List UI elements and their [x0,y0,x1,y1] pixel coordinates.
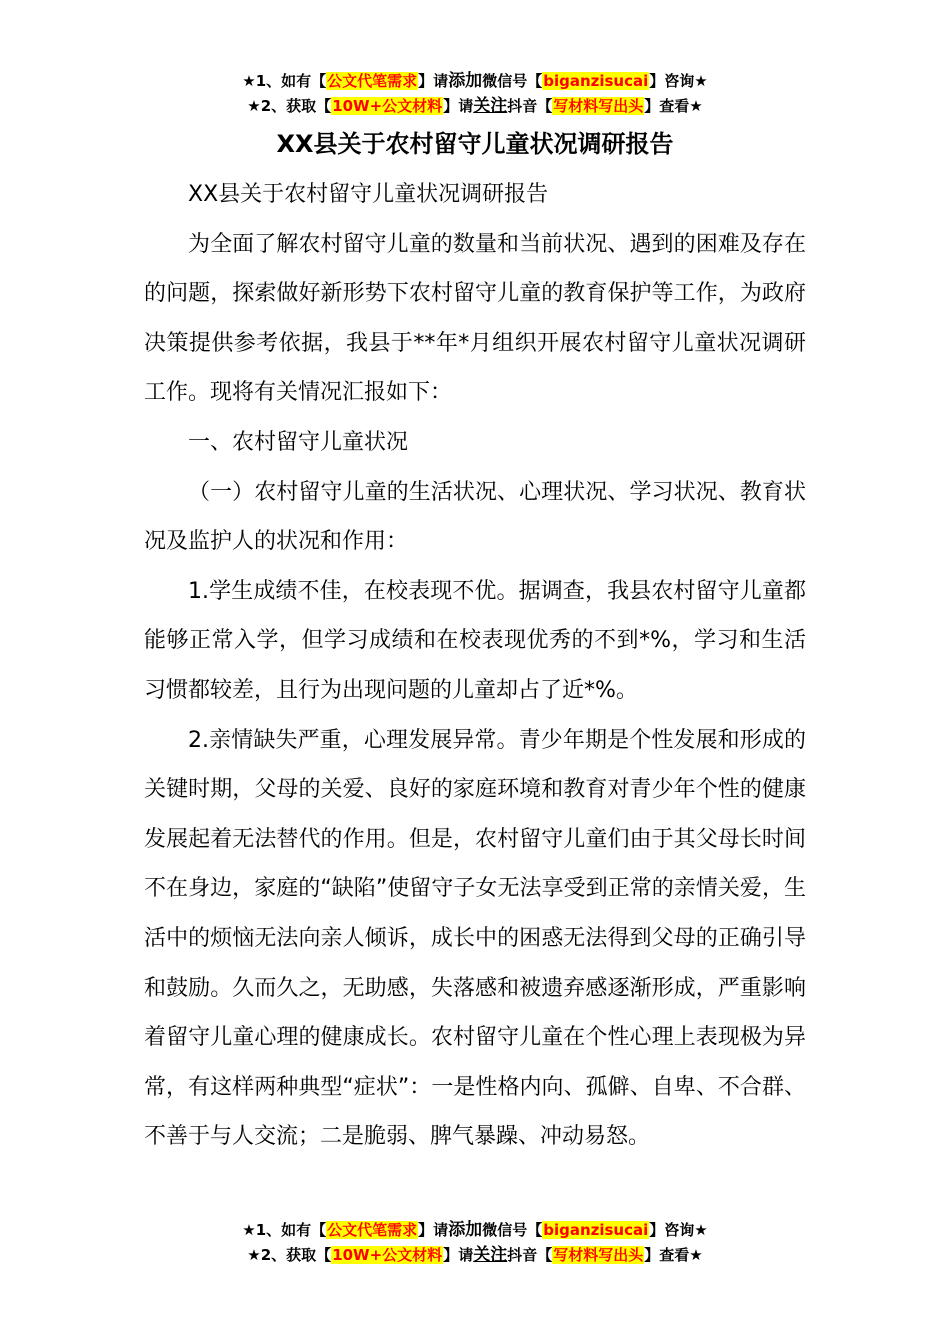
banner-text: 】咨询★ [649,72,708,90]
banner-text: ★2、获取【 [247,1246,332,1264]
banner-text: ★1、如有【 [242,1221,327,1239]
banner-text: 】咨询★ [649,1221,708,1239]
document-title: XX县关于农村留守儿童状况调研报告 [276,130,674,158]
paragraph: 为全面了解农村留守儿童的数量和当前状况、遇到的困难及存在的问题，探索做好新形势下农村留守儿童的教育保护等工作，为政府决策提供参考依据，我县于**年*月组织开展农村留守儿童状况调研工作。现将有关情况汇报如下： [144,231,806,406]
banner-emphasis: 添加 [448,1220,483,1240]
section-heading: 一、农村留守儿童状况 [188,429,409,455]
banner-line-1 [0,1218,950,1243]
banner-emphasis: 添加 [448,71,483,91]
banner-highlight: 10W+公文材料 [332,1246,443,1264]
banner-text: 】请 [443,97,474,115]
footer-banner [0,1218,950,1268]
banner-emphasis: 关注 [473,96,508,116]
banner-highlight: 10W+公文材料 [332,97,443,115]
banner-text: 微信号【 [482,72,543,90]
banner-highlight: 公文代笔需求 [327,1221,418,1239]
banner-line-1 [0,69,950,94]
paragraph: XX县关于农村留守儿童状况调研报告 [188,182,549,207]
banner-highlight: biganzisucai [543,72,649,90]
banner-highlight: biganzisucai [543,1221,649,1239]
header-banner [0,69,950,119]
banner-text: ★1、如有【 [242,72,327,90]
banner-highlight: 公文代笔需求 [327,72,418,90]
banner-text: 】请 [418,1221,449,1239]
banner-highlight: 写材料写出头 [553,1246,644,1264]
banner-text: 】请 [418,72,449,90]
banner-text: 微信号【 [482,1221,543,1239]
banner-emphasis: 关注 [473,1245,508,1265]
paragraph: 2.亲情缺失严重，心理发展异常。青少年期是个性发展和形成的关键时期，父母的关爱、良好的家庭环境和教育对青少年个性的健康发展起着无法替代的作用。但是，农村留守儿童们由于其父母长时间不在身边，家庭的“缺陷”使留守子女无法享受到正常的亲情关爱，生活中的烦恼无法向亲人倾诉，成长中的困惑无法得到父母的正确引导和鼓励。久而久之，无助感，失落感和被遗弃感逐渐形成，严重影响着留守儿童心理的健康成长。农村留守儿童在个性心理上表现极为异常，有这样两种典型“症状”：一是性格内向、孤僻、自卑、不合群、不善于与人交流；二是脆弱、脾气暴躁、冲动易怒。 [144,727,806,1150]
banner-text: 抖音【 [507,1246,553,1264]
banner-highlight: 写材料写出头 [553,97,644,115]
banner-text: 】请 [443,1246,474,1264]
banner-line-2 [0,1243,950,1268]
banner-text: 】查看★ [644,97,703,115]
banner-text: 抖音【 [507,97,553,115]
document-body [144,170,806,1162]
subsection-heading: （一）农村留守儿童的生活状况、心理状况、学习状况、教育状况及监护人的状况和作用： [144,479,806,555]
paragraph: 1.学生成绩不佳，在校表现不优。据调查，我县农村留守儿童都能够正常入学，但学习成绩和在校表现优秀的不到*%，学习和生活习惯都较差，且行为出现问题的儿童却占了近*%。 [144,578,806,703]
banner-line-2 [0,94,950,119]
banner-text: ★2、获取【 [247,97,332,115]
banner-text: 】查看★ [644,1246,703,1264]
